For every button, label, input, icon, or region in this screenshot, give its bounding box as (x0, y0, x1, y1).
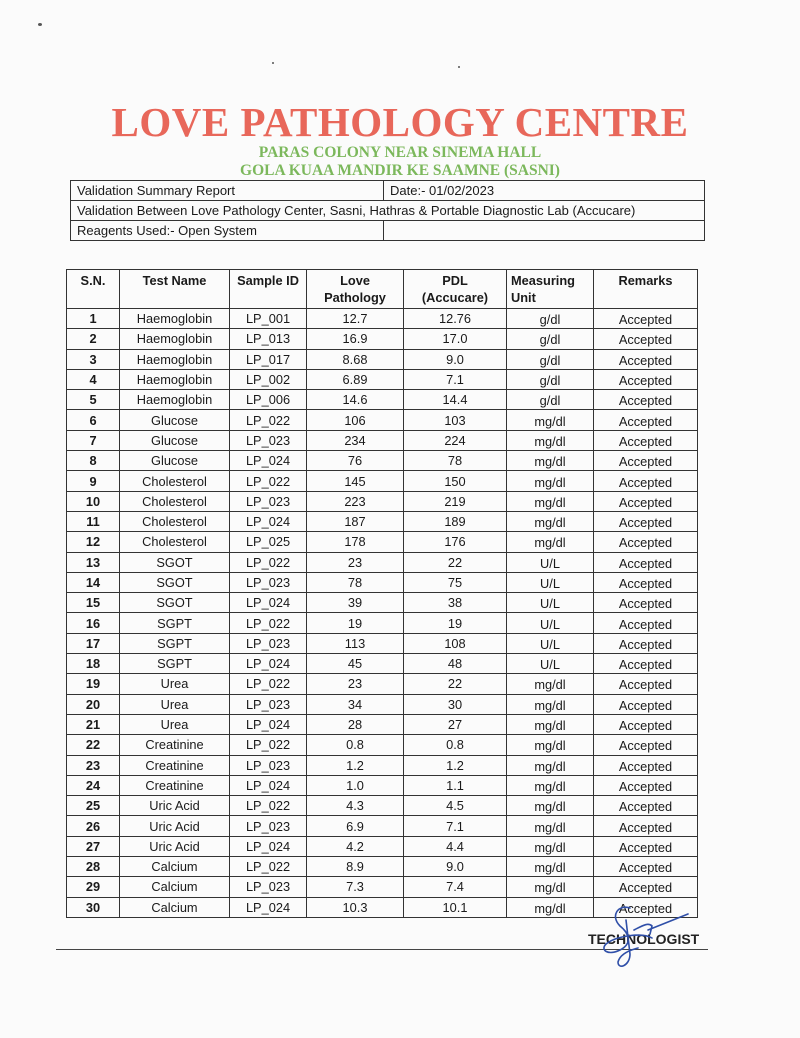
cell-pdl: 219 (404, 491, 507, 511)
cell-remarks: Accepted (594, 430, 698, 450)
cell-remarks: Accepted (594, 410, 698, 430)
cell-remarks: Accepted (594, 714, 698, 734)
cell-sn: 18 (67, 654, 120, 674)
cell-unit: mg/dl (507, 532, 594, 552)
cell-test-name: SGPT (120, 613, 230, 633)
table-row (67, 857, 698, 877)
cell-love-pathology: 234 (307, 430, 404, 450)
cell-unit: g/dl (507, 309, 594, 329)
cell-unit: g/dl (507, 390, 594, 410)
cell-sample-id: LP_022 (230, 857, 307, 877)
cell-sample-id: LP_023 (230, 755, 307, 775)
cell-sample-id: LP_013 (230, 329, 307, 349)
cell-sample-id: LP_022 (230, 735, 307, 755)
header-sample-id: Sample ID (230, 270, 307, 309)
cell-pdl: 78 (404, 451, 507, 471)
cell-love-pathology: 187 (307, 511, 404, 531)
cell-test-name: SGOT (120, 552, 230, 572)
cell-sn: 19 (67, 674, 120, 694)
cell-sample-id: LP_023 (230, 572, 307, 592)
info-row-reagents (71, 221, 705, 241)
cell-test-name: Creatinine (120, 735, 230, 755)
table-row (67, 511, 698, 531)
report-type: Validation Summary Report (71, 181, 384, 201)
table-row (67, 775, 698, 795)
cell-test-name: SGPT (120, 633, 230, 653)
cell-sample-id: LP_002 (230, 369, 307, 389)
header-unit-line2: Unit (511, 290, 536, 305)
cell-unit: mg/dl (507, 410, 594, 430)
table-row (67, 836, 698, 856)
cell-sn: 2 (67, 329, 120, 349)
cell-sn: 27 (67, 836, 120, 856)
cell-remarks: Accepted (594, 897, 698, 917)
table-row (67, 694, 698, 714)
cell-unit: mg/dl (507, 735, 594, 755)
cell-pdl: 108 (404, 633, 507, 653)
info-row-report (71, 181, 705, 201)
cell-test-name: Cholesterol (120, 471, 230, 491)
cell-unit: U/L (507, 593, 594, 613)
cell-test-name: Haemoglobin (120, 349, 230, 369)
cell-unit: U/L (507, 552, 594, 572)
report-info-table (70, 180, 705, 241)
cell-test-name: SGOT (120, 593, 230, 613)
cell-sample-id: LP_024 (230, 451, 307, 471)
table-row (67, 552, 698, 572)
header-pdl (404, 270, 507, 309)
table-row (67, 451, 698, 471)
cell-unit: mg/dl (507, 836, 594, 856)
cell-sn: 14 (67, 572, 120, 592)
cell-sn: 21 (67, 714, 120, 734)
cell-love-pathology: 4.2 (307, 836, 404, 856)
cell-test-name: Haemoglobin (120, 329, 230, 349)
cell-unit: U/L (507, 613, 594, 633)
cell-unit: U/L (507, 572, 594, 592)
cell-pdl: 150 (404, 471, 507, 491)
cell-pdl: 27 (404, 714, 507, 734)
cell-pdl: 1.1 (404, 775, 507, 795)
cell-pdl: 38 (404, 593, 507, 613)
cell-sn: 16 (67, 613, 120, 633)
cell-love-pathology: 23 (307, 674, 404, 694)
validation-between: Validation Between Love Pathology Center, Sasni, Hathras & Portable Diagnostic Lab (Accucare) (71, 201, 705, 221)
cell-love-pathology: 7.3 (307, 877, 404, 897)
cell-sample-id: LP_022 (230, 613, 307, 633)
cell-love-pathology: 76 (307, 451, 404, 471)
cell-test-name: Haemoglobin (120, 369, 230, 389)
cell-love-pathology: 10.3 (307, 897, 404, 917)
cell-sn: 13 (67, 552, 120, 572)
cell-pdl: 22 (404, 674, 507, 694)
table-row (67, 654, 698, 674)
cell-remarks: Accepted (594, 877, 698, 897)
cell-sample-id: LP_006 (230, 390, 307, 410)
table-row (67, 755, 698, 775)
cell-remarks: Accepted (594, 755, 698, 775)
cell-test-name: Cholesterol (120, 532, 230, 552)
cell-love-pathology: 12.7 (307, 309, 404, 329)
cell-test-name: Urea (120, 674, 230, 694)
cell-test-name: Cholesterol (120, 511, 230, 531)
cell-remarks: Accepted (594, 369, 698, 389)
cell-sample-id: LP_025 (230, 532, 307, 552)
cell-unit: U/L (507, 633, 594, 653)
cell-sample-id: LP_024 (230, 897, 307, 917)
cell-love-pathology: 6.89 (307, 369, 404, 389)
cell-sn: 9 (67, 471, 120, 491)
cell-love-pathology: 14.6 (307, 390, 404, 410)
cell-remarks: Accepted (594, 735, 698, 755)
cell-pdl: 4.4 (404, 836, 507, 856)
cell-remarks: Accepted (594, 471, 698, 491)
cell-love-pathology: 0.8 (307, 735, 404, 755)
cell-sn: 22 (67, 735, 120, 755)
cell-unit: g/dl (507, 349, 594, 369)
cell-test-name: Calcium (120, 897, 230, 917)
results-body (67, 309, 698, 918)
cell-love-pathology: 45 (307, 654, 404, 674)
reagents-empty-cell (384, 221, 705, 241)
header-love-pathology (307, 270, 404, 309)
cell-love-pathology: 34 (307, 694, 404, 714)
cell-test-name: Haemoglobin (120, 390, 230, 410)
cell-sample-id: LP_023 (230, 694, 307, 714)
cell-pdl: 0.8 (404, 735, 507, 755)
table-row (67, 735, 698, 755)
table-row (67, 633, 698, 653)
table-row (67, 471, 698, 491)
cell-test-name: Uric Acid (120, 816, 230, 836)
cell-remarks: Accepted (594, 572, 698, 592)
table-row (67, 369, 698, 389)
cell-remarks: Accepted (594, 349, 698, 369)
cell-love-pathology: 16.9 (307, 329, 404, 349)
header-pdl-line2: (Accucare) (421, 290, 489, 305)
cell-pdl: 14.4 (404, 390, 507, 410)
cell-test-name: Creatinine (120, 775, 230, 795)
table-row (67, 816, 698, 836)
cell-pdl: 9.0 (404, 349, 507, 369)
cell-love-pathology: 6.9 (307, 816, 404, 836)
cell-sample-id: LP_022 (230, 796, 307, 816)
cell-test-name: Calcium (120, 877, 230, 897)
report-date: Date:- 01/02/2023 (384, 181, 705, 201)
table-row (67, 491, 698, 511)
cell-love-pathology: 78 (307, 572, 404, 592)
cell-remarks: Accepted (594, 593, 698, 613)
cell-test-name: Cholesterol (120, 491, 230, 511)
cell-pdl: 12.76 (404, 309, 507, 329)
cell-sample-id: LP_024 (230, 654, 307, 674)
header-unit-line1: Measuring (511, 273, 575, 288)
cell-love-pathology: 39 (307, 593, 404, 613)
cell-remarks: Accepted (594, 532, 698, 552)
cell-sample-id: LP_017 (230, 349, 307, 369)
cell-sn: 24 (67, 775, 120, 795)
cell-test-name: Glucose (120, 410, 230, 430)
paper-speck (38, 23, 42, 26)
cell-love-pathology: 19 (307, 613, 404, 633)
cell-test-name: Haemoglobin (120, 309, 230, 329)
header-love-line2: Pathology (324, 290, 386, 305)
cell-unit: mg/dl (507, 471, 594, 491)
cell-pdl: 7.1 (404, 369, 507, 389)
cell-test-name: Uric Acid (120, 836, 230, 856)
paper-speck (458, 66, 460, 68)
cell-remarks: Accepted (594, 329, 698, 349)
header-remarks: Remarks (594, 270, 698, 309)
cell-sample-id: LP_024 (230, 511, 307, 531)
cell-pdl: 9.0 (404, 857, 507, 877)
header-love-line1: Love (340, 273, 370, 288)
cell-love-pathology: 8.9 (307, 857, 404, 877)
cell-sn: 6 (67, 410, 120, 430)
table-row (67, 390, 698, 410)
cell-unit: mg/dl (507, 796, 594, 816)
header-test-name: Test Name (120, 270, 230, 309)
cell-unit: mg/dl (507, 430, 594, 450)
cell-sn: 20 (67, 694, 120, 714)
address-line-2: GOLA KUAA MANDIR KE SAAMNE (SASNI) (240, 162, 560, 179)
cell-sample-id: LP_001 (230, 309, 307, 329)
cell-pdl: 103 (404, 410, 507, 430)
cell-remarks: Accepted (594, 613, 698, 633)
cell-test-name: Creatinine (120, 755, 230, 775)
cell-unit: mg/dl (507, 755, 594, 775)
cell-test-name: Calcium (120, 857, 230, 877)
cell-remarks: Accepted (594, 674, 698, 694)
cell-sn: 1 (67, 309, 120, 329)
cell-sample-id: LP_024 (230, 593, 307, 613)
cell-unit: mg/dl (507, 451, 594, 471)
lab-title: LOVE PATHOLOGY CENTRE (111, 99, 689, 145)
cell-remarks: Accepted (594, 552, 698, 572)
cell-sn: 17 (67, 633, 120, 653)
address-line-1: PARAS COLONY NEAR SINEMA HALL (258, 144, 542, 161)
cell-love-pathology: 8.68 (307, 349, 404, 369)
cell-test-name: Urea (120, 694, 230, 714)
cell-sample-id: LP_023 (230, 877, 307, 897)
cell-pdl: 17.0 (404, 329, 507, 349)
cell-test-name: SGOT (120, 572, 230, 592)
cell-love-pathology: 23 (307, 552, 404, 572)
cell-sn: 4 (67, 369, 120, 389)
header-measuring-unit (507, 270, 594, 309)
cell-unit: mg/dl (507, 897, 594, 917)
cell-unit: mg/dl (507, 674, 594, 694)
cell-unit: mg/dl (507, 857, 594, 877)
header-sn: S.N. (67, 270, 120, 309)
table-row (67, 410, 698, 430)
cell-test-name: Glucose (120, 430, 230, 450)
cell-remarks: Accepted (594, 633, 698, 653)
table-row (67, 674, 698, 694)
signature-icon (590, 900, 700, 972)
header-pdl-line1: PDL (442, 273, 468, 288)
table-row (67, 796, 698, 816)
cell-unit: mg/dl (507, 775, 594, 795)
table-row (67, 430, 698, 450)
table-row (67, 613, 698, 633)
cell-pdl: 48 (404, 654, 507, 674)
cell-pdl: 19 (404, 613, 507, 633)
cell-sample-id: LP_024 (230, 714, 307, 734)
paper-speck (272, 62, 274, 64)
cell-pdl: 30 (404, 694, 507, 714)
cell-sn: 7 (67, 430, 120, 450)
cell-sample-id: LP_024 (230, 775, 307, 795)
cell-sample-id: LP_022 (230, 471, 307, 491)
cell-remarks: Accepted (594, 836, 698, 856)
cell-pdl: 7.1 (404, 816, 507, 836)
cell-sn: 26 (67, 816, 120, 836)
cell-remarks: Accepted (594, 654, 698, 674)
cell-remarks: Accepted (594, 451, 698, 471)
cell-sn: 30 (67, 897, 120, 917)
cell-love-pathology: 178 (307, 532, 404, 552)
cell-pdl: 7.4 (404, 877, 507, 897)
technologist-label: TECHNOLOGIST (588, 931, 700, 947)
cell-sample-id: LP_023 (230, 430, 307, 450)
cell-test-name: Glucose (120, 451, 230, 471)
cell-remarks: Accepted (594, 816, 698, 836)
table-row (67, 329, 698, 349)
cell-pdl: 75 (404, 572, 507, 592)
cell-pdl: 10.1 (404, 897, 507, 917)
cell-sn: 15 (67, 593, 120, 613)
table-row (67, 309, 698, 329)
cell-remarks: Accepted (594, 857, 698, 877)
cell-unit: g/dl (507, 329, 594, 349)
cell-sn: 12 (67, 532, 120, 552)
table-row (67, 877, 698, 897)
cell-sn: 28 (67, 857, 120, 877)
cell-sn: 5 (67, 390, 120, 410)
cell-pdl: 1.2 (404, 755, 507, 775)
cell-unit: mg/dl (507, 511, 594, 531)
reagents-used: Reagents Used:- Open System (71, 221, 384, 241)
results-header-row (67, 270, 698, 309)
cell-sn: 3 (67, 349, 120, 369)
cell-love-pathology: 106 (307, 410, 404, 430)
cell-unit: mg/dl (507, 877, 594, 897)
cell-sn: 11 (67, 511, 120, 531)
cell-remarks: Accepted (594, 309, 698, 329)
cell-test-name: SGPT (120, 654, 230, 674)
cell-remarks: Accepted (594, 796, 698, 816)
cell-love-pathology: 1.2 (307, 755, 404, 775)
cell-sn: 29 (67, 877, 120, 897)
cell-sample-id: LP_022 (230, 410, 307, 430)
cell-remarks: Accepted (594, 390, 698, 410)
cell-remarks: Accepted (594, 694, 698, 714)
info-row-validation (71, 201, 705, 221)
cell-sn: 8 (67, 451, 120, 471)
table-row (67, 349, 698, 369)
cell-test-name: Uric Acid (120, 796, 230, 816)
table-row (67, 532, 698, 552)
cell-pdl: 176 (404, 532, 507, 552)
table-row (67, 572, 698, 592)
cell-test-name: Urea (120, 714, 230, 734)
cell-pdl: 224 (404, 430, 507, 450)
cell-sample-id: LP_024 (230, 836, 307, 856)
cell-unit: g/dl (507, 369, 594, 389)
results-table (66, 269, 698, 918)
cell-sample-id: LP_022 (230, 674, 307, 694)
table-row (67, 714, 698, 734)
cell-love-pathology: 1.0 (307, 775, 404, 795)
cell-sample-id: LP_023 (230, 491, 307, 511)
cell-love-pathology: 28 (307, 714, 404, 734)
cell-unit: mg/dl (507, 491, 594, 511)
cell-remarks: Accepted (594, 775, 698, 795)
cell-unit: U/L (507, 654, 594, 674)
cell-pdl: 189 (404, 511, 507, 531)
cell-love-pathology: 4.3 (307, 796, 404, 816)
cell-sample-id: LP_022 (230, 552, 307, 572)
cell-sample-id: LP_023 (230, 816, 307, 836)
cell-remarks: Accepted (594, 511, 698, 531)
cell-sn: 25 (67, 796, 120, 816)
cell-love-pathology: 223 (307, 491, 404, 511)
table-row (67, 593, 698, 613)
cell-sn: 23 (67, 755, 120, 775)
cell-love-pathology: 145 (307, 471, 404, 491)
cell-unit: mg/dl (507, 816, 594, 836)
cell-sn: 10 (67, 491, 120, 511)
cell-pdl: 4.5 (404, 796, 507, 816)
cell-unit: mg/dl (507, 714, 594, 734)
cell-sample-id: LP_023 (230, 633, 307, 653)
cell-love-pathology: 113 (307, 633, 404, 653)
cell-unit: mg/dl (507, 694, 594, 714)
cell-remarks: Accepted (594, 491, 698, 511)
cell-pdl: 22 (404, 552, 507, 572)
